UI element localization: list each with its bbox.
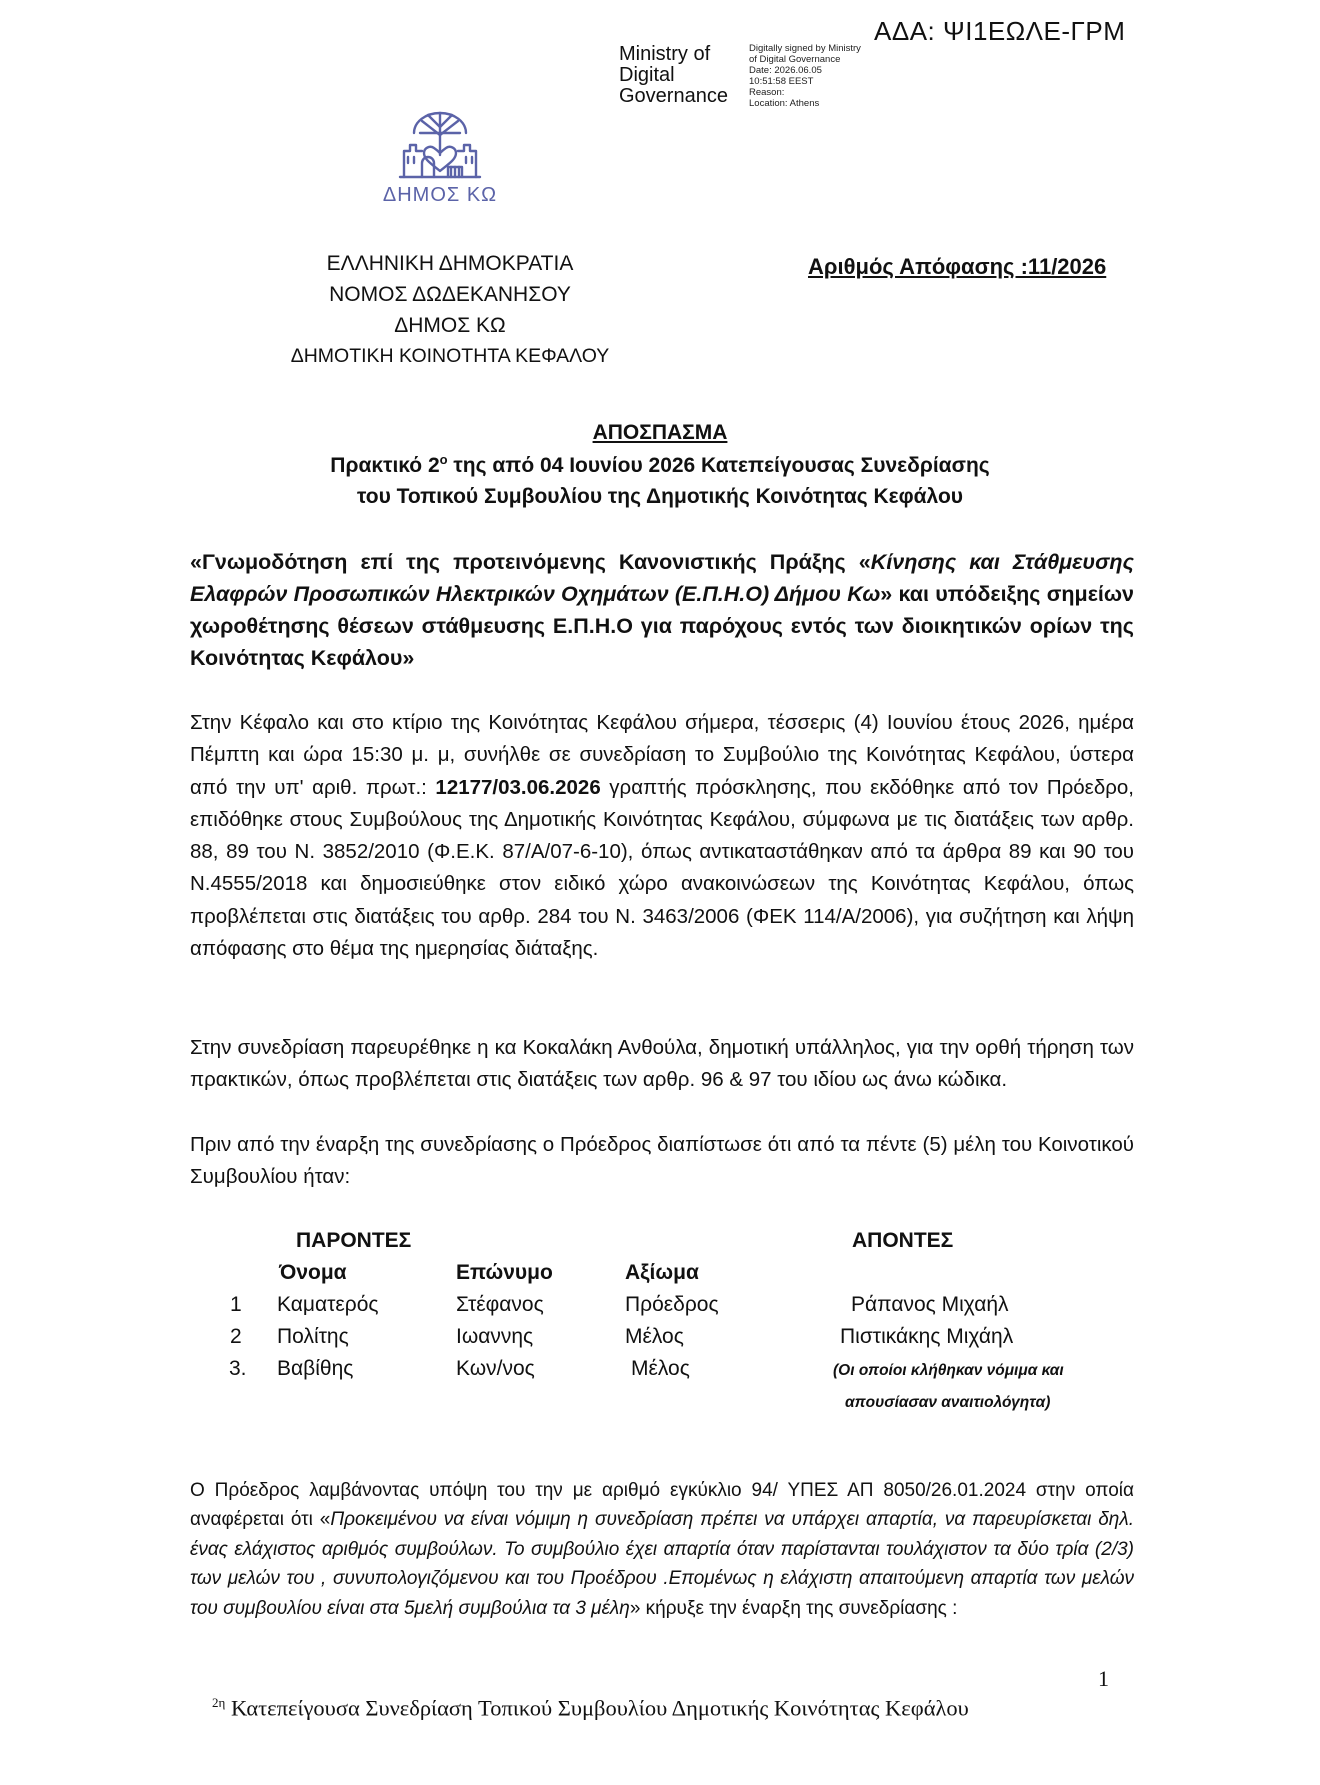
- header-line-prefecture: ΝΟΜΟΣ ΔΩΔΕΚΑΝΗΣΟΥ: [329, 283, 571, 306]
- municipality-logo-text: ΔΗΜΟΣ ΚΩ: [382, 184, 498, 206]
- circular-quote: Προκειμένου να είναι νόμιμη η συνεδρίαση πρέπει να υπάρχει απαρτία, να παρευρίσκεται δηλ. ένας ελάχιστος αριθμός συμβούλων. Το συμβούλιο έχει απαρτία όταν παρίστανται τουλάχιστον τα δύο τρία (2/3) των μελών του , συνυπολογιζόμενου και του Προέδρου .Επομένως η ελάχιστη απαιτούμενη απαρτία των μελών του συμβουλίου είναι στα 5μελή συμβούλια τα 3 μέλη: [190, 1509, 1134, 1619]
- council-title: του Τοπικού Συμβουλίου της Δημοτικής Κοινότητας Κεφάλου: [356, 485, 964, 508]
- footer-ordinal-number: 2: [212, 1695, 219, 1710]
- secretary-paragraph: Στην συνεδρίαση παρευρέθηκε η κα Κοκαλάκη Ανθούλα, δημοτική υπάλληλος, για την ορθή τήρηση των πρακτικών, όπως προβλέπεται στις διατάξεις των αρθρ. 96 & 97 του ιδίου ως άνω κώδικα.: [190, 1036, 1134, 1092]
- ordinal-superscript: ο: [439, 452, 448, 467]
- signature-ministry-label: [619, 44, 749, 107]
- present-row-2-role: Μέλος: [625, 1325, 684, 1348]
- quorum-intro-paragraph: Πριν από την έναρξη της συνεδρίασης ο Πρόεδρος διαπίστωσε ότι από τα πέντε (5) μέλη του Κοινοτικού Συμβουλίου ήταν:: [190, 1133, 1134, 1189]
- ada-code: ΑΔΑ: ΨΙ1ΕΩΛΕ-ΓΡΜ: [874, 16, 1126, 46]
- present-row-2-num: 2: [230, 1325, 242, 1348]
- header-line-municipality: ΔΗΜΟΣ ΚΩ: [394, 314, 506, 337]
- present-row-3-role: Μέλος: [631, 1357, 690, 1380]
- column-role: Αξίωμα: [625, 1261, 699, 1284]
- present-row-1-name: Καματερός: [277, 1293, 379, 1316]
- decision-number: Αριθμός Απόφασης :11/2026: [808, 254, 1107, 279]
- meeting-paragraph: Στην Κέφαλο και στο κτίριο της Κοινότητας Κεφάλου σήμερα, τέσσερις (4) Ιουνίου έτους 2026, ημέρα Πέμπτη και ώρα 15:30 μ. μ, συνήλθε σε συνεδρίαση το Συμβούλιο της Κοινότητας Κεφάλου, ύστερα από την υπ' αριθ. πρωτ.: 12177/03.06.2026 γραπτής πρόσκλησης, που εκδόθηκε από τον Πρόεδρο, επιδόθηκε στους Συμβούλους της Δημοτικής Κοινότητας Κεφάλου, σύμφωνα με τις διατάξεις των αρθρ. 88, 89 του Ν. 3852/2010 (Φ.Ε.Κ. 87/Α/07-6-10), όπως αντικαταστάθηκαν από τα άρθρα 89 και 90 του Ν.4555/2018 και δημοσιεύθηκε στον ειδικό χώρο ανακοινώσεων της Κοινότητας Κεφάλου, όπως προβλέπεται στις διατάξεις του αρθρ. 284 του Ν. 3463/2006 (ΦΕΚ 114/Α/2006), για συζήτηση και λήψη απόφασης στο θέμα της ημερησίας διάταξης.: [190, 711, 1134, 961]
- present-row-1-num: 1: [230, 1293, 242, 1316]
- column-surname: Επώνυμο: [456, 1261, 553, 1284]
- quorum-paragraph: Ο Πρόεδρος λαμβάνοντας υπόψη του την με αριθμό εγκύκλιο 94/ ΥΠΕΣ ΑΠ 8050/26.01.2024 στην οποία αναφέρεται ότι «Προκειμένου να είναι νόμιμη η συνεδρίαση πρέπει να υπάρχει απαρτία, να παρευρίσκεται δηλ. ένας ελάχιστος αριθμός συμβούλων. Το συμβούλιο έχει απαρτία όταν παρίστανται τουλάχιστον τα δύο τρία (2/3) των μελών του , συνυπολογιζόμενου και του Προέδρου .Επομένως η ελάχιστη απαιτούμενη απαρτία των μελών του συμβουλίου είναι στα 5μελή συμβούλια τα 3 μέλη» κήρυξε την έναρξη της συνεδρίασης :: [190, 1480, 1134, 1619]
- ministry-line-3: Governance: [619, 85, 728, 107]
- present-row-2-name: Πολίτης: [277, 1325, 349, 1348]
- page-number: 1: [1098, 1666, 1109, 1691]
- header-line-community: ΔΗΜΟΤΙΚΗ ΚΟΙΝΟΤΗΤΑ ΚΕΦΑΛΟΥ: [290, 345, 610, 367]
- absent-note-line-2: απουσίασαν αναιτιολόγητα): [845, 1394, 1051, 1411]
- minutes-title: Πρακτικό $2^o$ της από 04 Ιουνίου 2026 Κατεπείγουσας Συνεδρίασης: [330, 452, 990, 477]
- document-title-extract: ΑΠΟΣΠΑΣΜΑ: [592, 421, 728, 444]
- issuer-header: [240, 248, 660, 372]
- digital-signature-details: [749, 43, 861, 109]
- absent-member-2: Πιστικάκης Μιχάηλ: [840, 1325, 1014, 1348]
- ministry-line-1: Ministry of: [619, 43, 711, 65]
- ministry-line-2: Digital: [619, 64, 675, 86]
- absent-note-line-1: (Οι οποίοι κλήθηκαν νόμιμα και: [833, 1362, 1064, 1379]
- header-line-republic: ΕΛΛΗΝΙΚΗ ΔΗΜΟΚΡΑΤΙΑ: [326, 252, 574, 275]
- subject-paragraph: «Γνωμοδότηση επί της προτεινόμενης Κανονιστικής Πράξης «Κίνησης και Στάθμευσης Ελαφρών Προσωπικών Ηλεκτρικών Οχημάτων (Ε.Π.Η.Ο) Δήμου Κω» και υπόδειξης σημείων χωροθέτησης θέσεων στάθμευσης Ε.Π.Η.Ο για παρόχους εντός των διοικητικών ορίων της Κοινότητας Κεφάλου»: [190, 550, 1134, 670]
- page-footer: $^{2\eta}$ Κατεπείγουσα Συνεδρίαση Τοπικού Συμβουλίου Δημοτικής Κοινότητας Κεφάλου: [212, 1695, 969, 1721]
- footer-ordinal-suffix: η: [218, 1695, 226, 1710]
- present-row-3-num: 3.: [229, 1357, 247, 1380]
- signature-line-2: of Digital Governance: [749, 54, 841, 65]
- signature-line-1: Digitally signed by Ministry: [749, 43, 861, 54]
- present-row-1-surname: Στέφανος: [456, 1293, 544, 1316]
- present-heading: ΠΑΡΟΝΤΕΣ: [296, 1229, 412, 1252]
- present-row-1-role: Πρόεδρος: [625, 1293, 719, 1316]
- absent-heading: ΑΠΟΝΤΕΣ: [852, 1229, 954, 1252]
- signature-line-3: Date: 2026.06.05: [749, 65, 822, 76]
- present-row-3-name: Βαβίθης: [277, 1357, 354, 1380]
- present-row-2-surname: Ιωαννης: [456, 1325, 534, 1348]
- present-row-3-surname: Κων/νος: [456, 1357, 535, 1380]
- invitation-number: 12177/03.06.2026: [435, 775, 601, 799]
- absent-member-1: Ράπανος Μιχαήλ: [851, 1293, 1009, 1316]
- signature-line-4: 10:51:58 EEST: [749, 76, 814, 87]
- signature-line-5: Reason:: [749, 87, 785, 98]
- column-name: Όνομα: [279, 1261, 347, 1284]
- subject-italic: Κίνησης και Στάθμευσης Ελαφρών Προσωπικών Ηλεκτρικών Οχημάτων (Ε.Π.Η.Ο) Δήμου Κω: [190, 550, 1134, 606]
- signature-line-6: Location: Athens: [749, 98, 820, 109]
